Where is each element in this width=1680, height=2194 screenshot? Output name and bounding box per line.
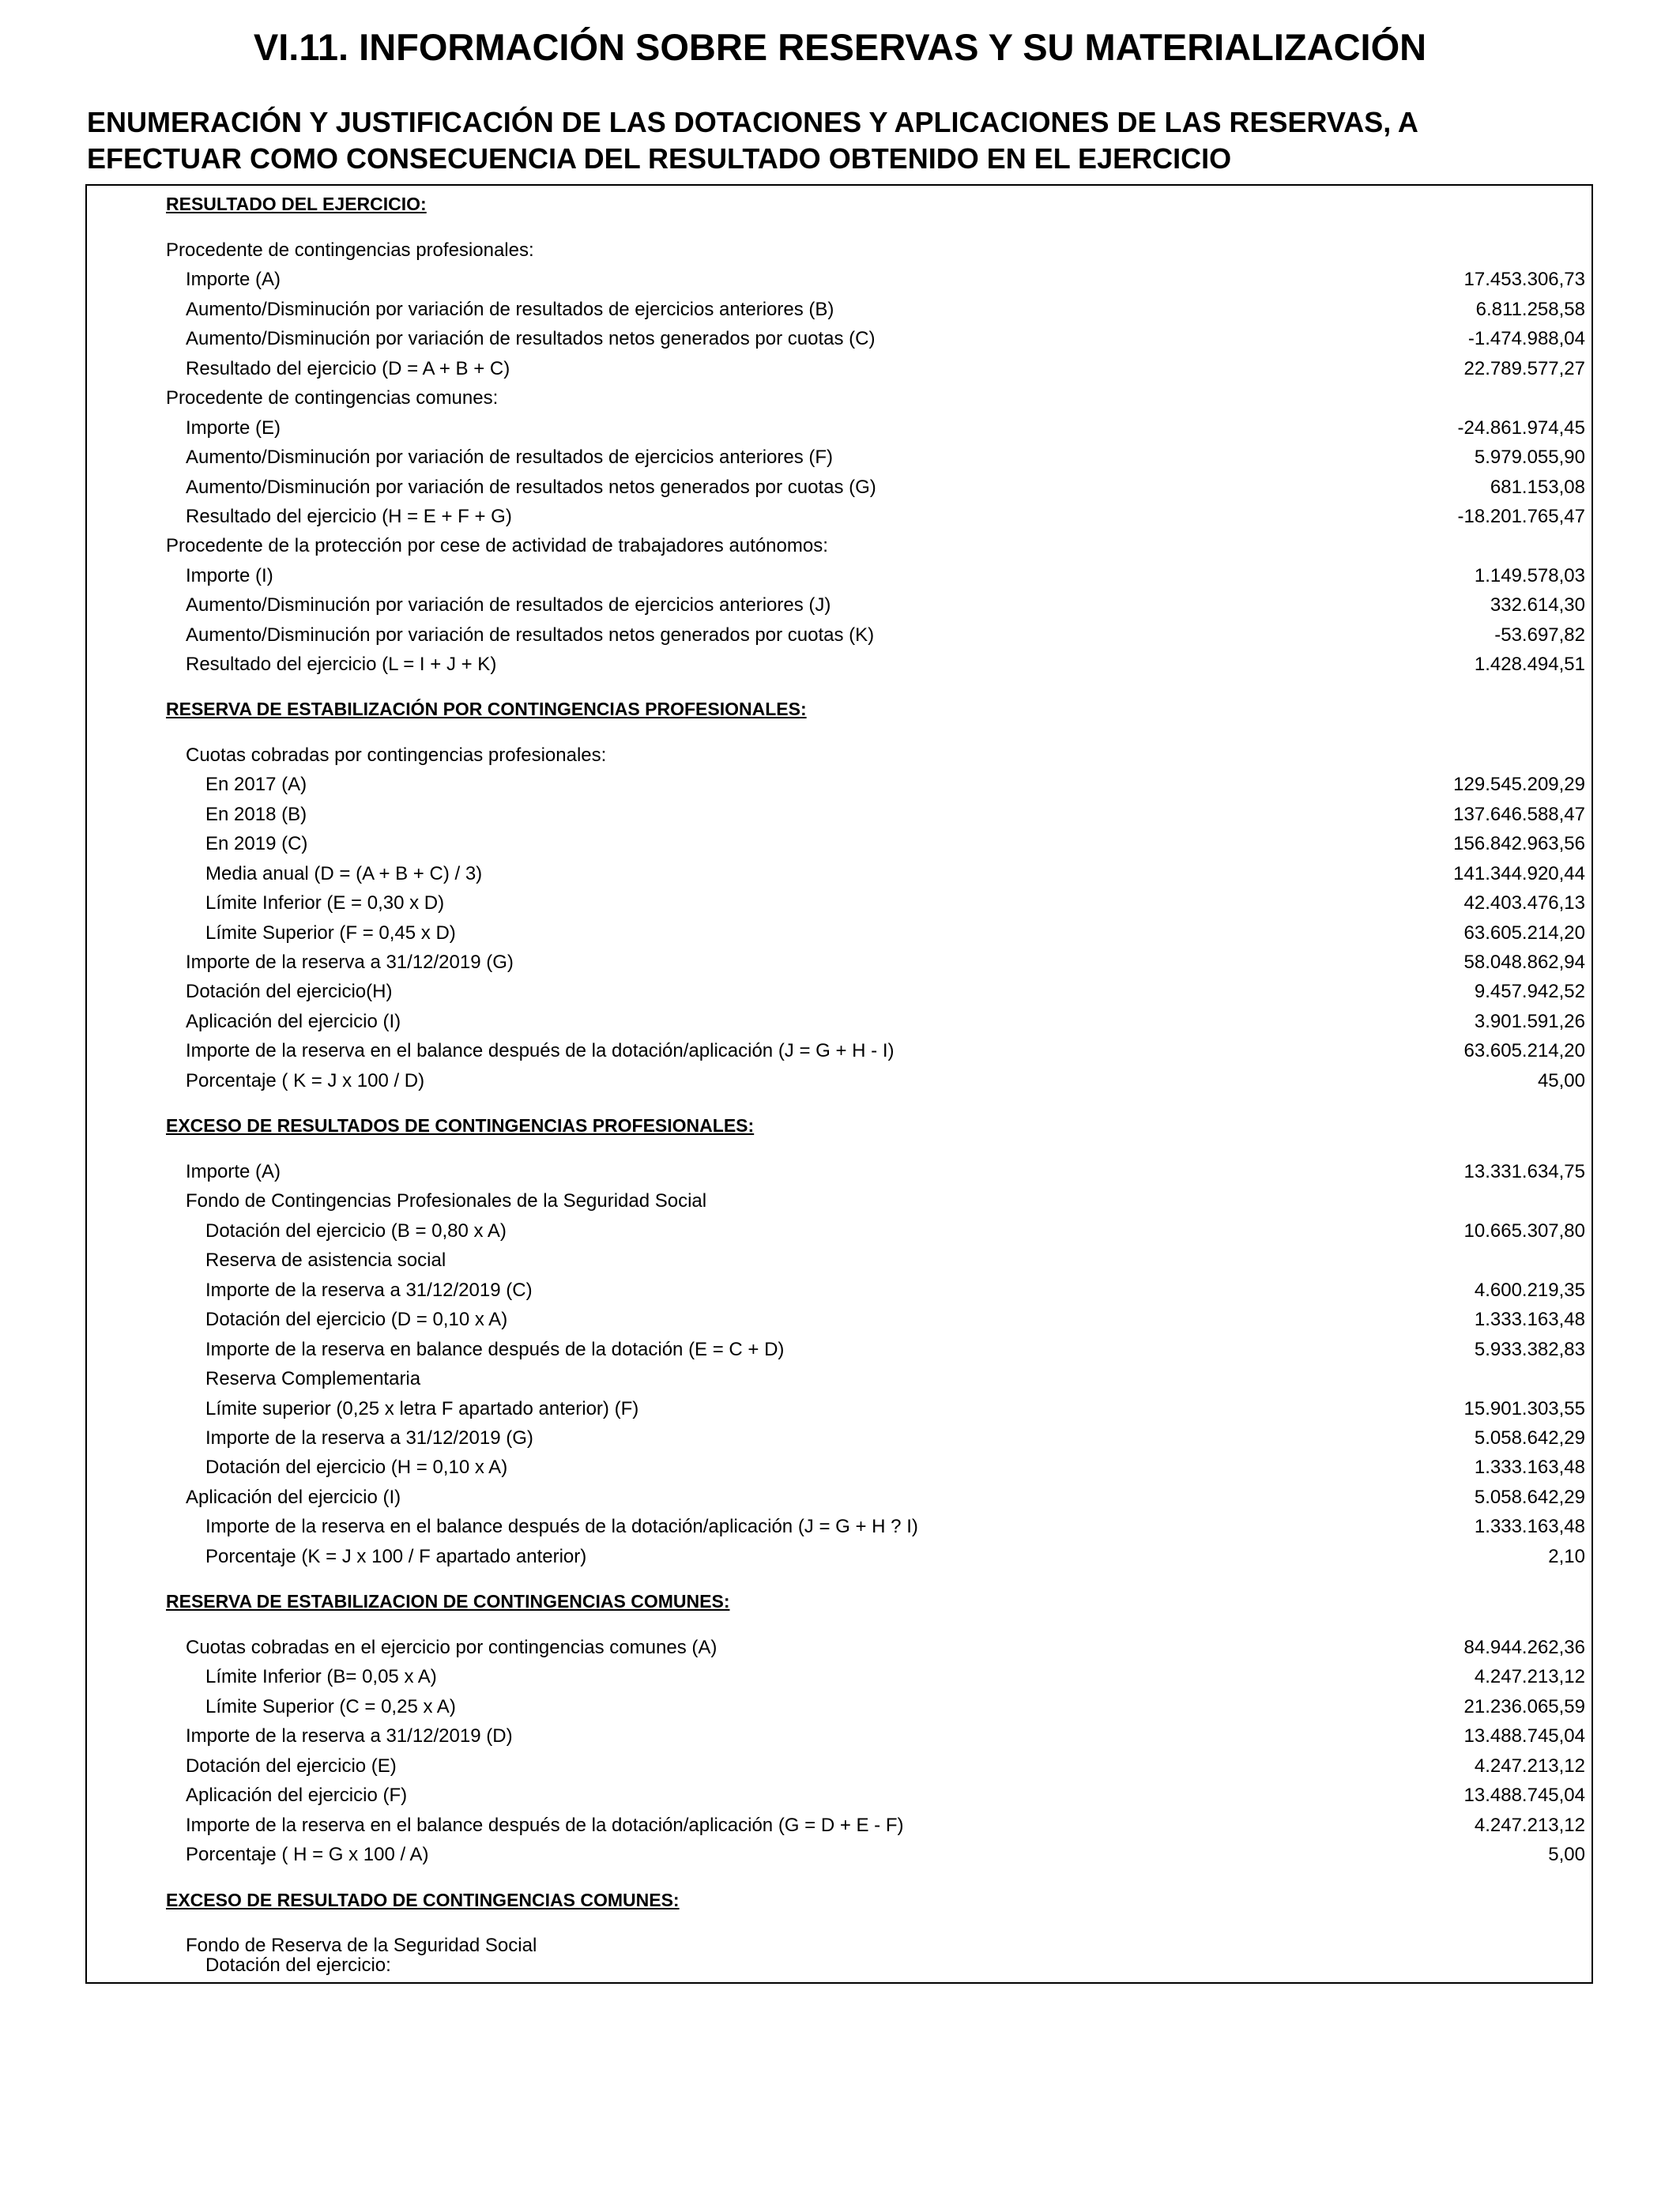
row-value: 21.236.065,59 — [1463, 1696, 1585, 1717]
row-label: Importe de la reserva a 31/12/2019 (D) — [186, 1725, 513, 1747]
table-row — [87, 473, 1591, 502]
row-label: En 2017 (A) — [205, 774, 307, 795]
section-heading — [87, 1886, 1591, 1915]
row-value: 129.545.209,29 — [1453, 774, 1585, 795]
table-row — [87, 829, 1591, 858]
table-row — [87, 1811, 1591, 1840]
row-value: 3.901.591,26 — [1474, 1011, 1585, 1032]
row-value: 5.058.642,29 — [1474, 1427, 1585, 1449]
row-value: 84.944.262,36 — [1463, 1637, 1585, 1658]
row-value: 332.614,30 — [1490, 594, 1585, 616]
table-row — [87, 770, 1591, 799]
row-label: Porcentaje (K = J x 100 / F apartado anterior) — [205, 1546, 587, 1567]
table-row — [87, 443, 1591, 472]
row-label: Límite superior (0,25 x letra F apartado anterior) (F) — [205, 1398, 639, 1419]
row-value: 4.247.213,12 — [1474, 1815, 1585, 1836]
table-row — [87, 1364, 1591, 1393]
row-label: Porcentaje ( H = G x 100 / A) — [186, 1844, 429, 1865]
table-row — [87, 1483, 1591, 1512]
section-heading-label: RESERVA DE ESTABILIZACIÓN POR CONTINGENCIAS PROFESIONALES: — [166, 699, 807, 719]
table-row — [87, 918, 1591, 948]
row-value: 10.665.307,80 — [1463, 1220, 1585, 1242]
row-value: 63.605.214,20 — [1463, 922, 1585, 944]
section-heading-label: EXCESO DE RESULTADO DE CONTINGENCIAS COMUNES: — [166, 1890, 680, 1910]
row-value: 1.428.494,51 — [1474, 654, 1585, 675]
table-row — [87, 1157, 1591, 1186]
row-label: Aplicación del ejercicio (I) — [186, 1487, 401, 1508]
row-label: Dotación del ejercicio (H = 0,10 x A) — [205, 1457, 508, 1478]
table-row — [87, 888, 1591, 918]
subtitle-line-1: ENUMERACIÓN Y JUSTIFICACIÓN DE LAS DOTACIONES Y APLICACIONES DE LAS RESERVAS, A — [87, 106, 1418, 138]
row-label: Importe (A) — [186, 1161, 281, 1182]
row-label: Aumento/Disminución por variación de resultados netos generados por cuotas (K) — [186, 624, 875, 646]
row-label: Importe de la reserva en el balance después de la dotación/aplicación (J = G + H ? I) — [205, 1516, 918, 1537]
table-row — [87, 1394, 1591, 1423]
row-label: Procedente de contingencias profesionales: — [166, 239, 534, 261]
row-value: 137.646.588,47 — [1453, 804, 1585, 825]
row-value: 42.403.476,13 — [1463, 892, 1585, 914]
section-heading — [87, 1111, 1591, 1140]
table-row — [87, 1186, 1591, 1216]
row-label: Importe de la reserva en el balance después de la dotación/aplicación (J = G + H - I) — [186, 1040, 895, 1061]
table-row — [87, 531, 1591, 560]
row-value: 4.600.219,35 — [1474, 1280, 1585, 1301]
row-value: 13.488.745,04 — [1463, 1725, 1585, 1747]
table-row — [87, 1781, 1591, 1810]
table-row — [87, 948, 1591, 977]
row-label: Fondo de Reserva de la Seguridad Social — [186, 1935, 537, 1956]
table-row — [87, 324, 1591, 353]
row-label: Reserva de asistencia social — [205, 1250, 446, 1271]
row-value: 17.453.306,73 — [1463, 269, 1585, 290]
table-row — [87, 383, 1591, 413]
table-row — [87, 800, 1591, 829]
row-value: 58.048.862,94 — [1463, 952, 1585, 973]
row-value: -18.201.765,47 — [1457, 506, 1585, 527]
row-value: 22.789.577,27 — [1463, 358, 1585, 379]
table-row — [87, 1840, 1591, 1869]
row-label: Resultado del ejercicio (H = E + F + G) — [186, 506, 512, 527]
row-label: Importe (A) — [186, 269, 281, 290]
row-value: 5.933.382,83 — [1474, 1339, 1585, 1360]
row-label: Importe de la reserva en balance después de la dotación (E = C + D) — [205, 1339, 785, 1360]
reserves-report-box — [85, 184, 1593, 1984]
row-label: Importe de la reserva a 31/12/2019 (C) — [205, 1280, 533, 1301]
row-label: Importe (I) — [186, 565, 273, 586]
row-value: 5,00 — [1548, 1844, 1585, 1865]
table-row — [87, 1692, 1591, 1721]
table-row — [87, 620, 1591, 650]
row-label: Dotación del ejercicio: — [205, 1955, 391, 1976]
table-row — [87, 1633, 1591, 1662]
table-row — [87, 1335, 1591, 1364]
table-row — [87, 1542, 1591, 1571]
row-value: 5.058.642,29 — [1474, 1487, 1585, 1508]
row-value: 1.333.163,48 — [1474, 1516, 1585, 1537]
table-row — [87, 1951, 1591, 1980]
row-label: Importe de la reserva a 31/12/2019 (G) — [186, 952, 514, 973]
row-value: 1.333.163,48 — [1474, 1309, 1585, 1330]
row-value: 156.842.963,56 — [1453, 833, 1585, 854]
row-value: 4.247.213,12 — [1474, 1755, 1585, 1777]
row-value: 6.811.258,58 — [1475, 299, 1585, 320]
subtitle-line-2: EFECTUAR COMO CONSECUENCIA DEL RESULTADO OBTENIDO EN EL EJERCICIO — [87, 142, 1232, 175]
row-label: Importe (E) — [186, 417, 281, 439]
page-title: VI.11. INFORMACIÓN SOBRE RESERVAS Y SU MATERIALIZACIÓN — [253, 26, 1427, 68]
row-value: 9.457.942,52 — [1474, 981, 1585, 1002]
table-row — [87, 1246, 1591, 1275]
row-label: En 2018 (B) — [205, 804, 307, 825]
row-label: Dotación del ejercicio (D = 0,10 x A) — [205, 1309, 508, 1330]
row-label: Resultado del ejercicio (L = I + J + K) — [186, 654, 497, 675]
section-heading — [87, 190, 1591, 219]
table-row — [87, 1305, 1591, 1334]
table-row — [87, 741, 1591, 770]
row-value: 13.488.745,04 — [1463, 1785, 1585, 1806]
row-label: Cuotas cobradas en el ejercicio por contingencias comunes (A) — [186, 1637, 718, 1658]
row-label: Dotación del ejercicio (B = 0,80 x A) — [205, 1220, 507, 1242]
row-label: Límite Inferior (E = 0,30 x D) — [205, 892, 445, 914]
row-label: En 2019 (C) — [205, 833, 308, 854]
row-label: Dotación del ejercicio(H) — [186, 981, 393, 1002]
row-value: -24.861.974,45 — [1457, 417, 1585, 439]
row-label: Porcentaje ( K = J x 100 / D) — [186, 1070, 425, 1091]
row-label: Aplicación del ejercicio (F) — [186, 1785, 408, 1806]
row-label: Resultado del ejercicio (D = A + B + C) — [186, 358, 510, 379]
row-label: Aumento/Disminución por variación de resultados de ejercicios anteriores (J) — [186, 594, 831, 616]
row-label: Media anual (D = (A + B + C) / 3) — [205, 863, 483, 884]
row-value: -53.697,82 — [1494, 624, 1585, 646]
table-row — [87, 265, 1591, 294]
table-row — [87, 1216, 1591, 1246]
table-row — [87, 502, 1591, 531]
row-value: 1.333.163,48 — [1474, 1457, 1585, 1478]
row-label: Límite Superior (F = 0,45 x D) — [205, 922, 456, 944]
table-row — [87, 1453, 1591, 1482]
page-subtitle — [87, 104, 1628, 177]
row-label: Importe de la reserva a 31/12/2019 (G) — [205, 1427, 533, 1449]
table-row — [87, 236, 1591, 265]
row-label: Fondo de Contingencias Profesionales de la Seguridad Social — [186, 1190, 707, 1212]
table-row — [87, 1512, 1591, 1541]
row-label: Cuotas cobradas por contingencias profesionales: — [186, 745, 607, 766]
row-label: Aumento/Disminución por variación de resultados de ejercicios anteriores (F) — [186, 447, 834, 468]
row-value: 45,00 — [1537, 1070, 1585, 1091]
table-row — [87, 1276, 1591, 1305]
row-label: Límite Inferior (B= 0,05 x A) — [205, 1666, 437, 1687]
row-label: Aplicación del ejercicio (I) — [186, 1011, 401, 1032]
table-row — [87, 590, 1591, 620]
row-label: Aumento/Disminución por variación de resultados netos generados por cuotas (C) — [186, 328, 876, 349]
table-row — [87, 1721, 1591, 1751]
table-row — [87, 650, 1591, 679]
table-row — [87, 1007, 1591, 1036]
row-label: Importe de la reserva en el balance después de la dotación/aplicación (G = D + E - F) — [186, 1815, 904, 1836]
table-row — [87, 1423, 1591, 1453]
row-label: Procedente de contingencias comunes: — [166, 387, 499, 409]
table-row — [87, 561, 1591, 590]
row-label: Procedente de la protección por cese de actividad de trabajadores autónomos: — [166, 535, 828, 556]
row-label: Dotación del ejercicio (E) — [186, 1755, 397, 1777]
row-value: 1.149.578,03 — [1474, 565, 1585, 586]
row-value: 681.153,08 — [1490, 477, 1585, 498]
row-value: 2,10 — [1548, 1546, 1585, 1567]
row-value: 141.344.920,44 — [1453, 863, 1585, 884]
table-row — [87, 1662, 1591, 1691]
section-heading-label: RESERVA DE ESTABILIZACION DE CONTINGENCIAS COMUNES: — [166, 1591, 730, 1612]
table-row — [87, 1751, 1591, 1781]
table-row — [87, 977, 1591, 1006]
row-label: Aumento/Disminución por variación de resultados de ejercicios anteriores (B) — [186, 299, 834, 320]
row-value: 5.979.055,90 — [1474, 447, 1585, 468]
row-label: Aumento/Disminución por variación de resultados netos generados por cuotas (G) — [186, 477, 876, 498]
row-label: Límite Superior (C = 0,25 x A) — [205, 1696, 456, 1717]
table-row — [87, 295, 1591, 324]
section-heading-label: RESULTADO DEL EJERCICIO: — [166, 194, 427, 214]
row-value: 63.605.214,20 — [1463, 1040, 1585, 1061]
table-row — [87, 1066, 1591, 1095]
row-value: -1.474.988,04 — [1467, 328, 1585, 349]
section-heading — [87, 695, 1591, 724]
table-row — [87, 354, 1591, 383]
section-heading — [87, 1587, 1591, 1616]
row-value: 15.901.303,55 — [1463, 1398, 1585, 1419]
row-value: 4.247.213,12 — [1474, 1666, 1585, 1687]
row-label: Reserva Complementaria — [205, 1368, 421, 1389]
section-heading-label: EXCESO DE RESULTADOS DE CONTINGENCIAS PROFESIONALES: — [166, 1115, 755, 1136]
table-row — [87, 859, 1591, 888]
table-row — [87, 1036, 1591, 1065]
table-row — [87, 413, 1591, 443]
row-value: 13.331.634,75 — [1463, 1161, 1585, 1182]
